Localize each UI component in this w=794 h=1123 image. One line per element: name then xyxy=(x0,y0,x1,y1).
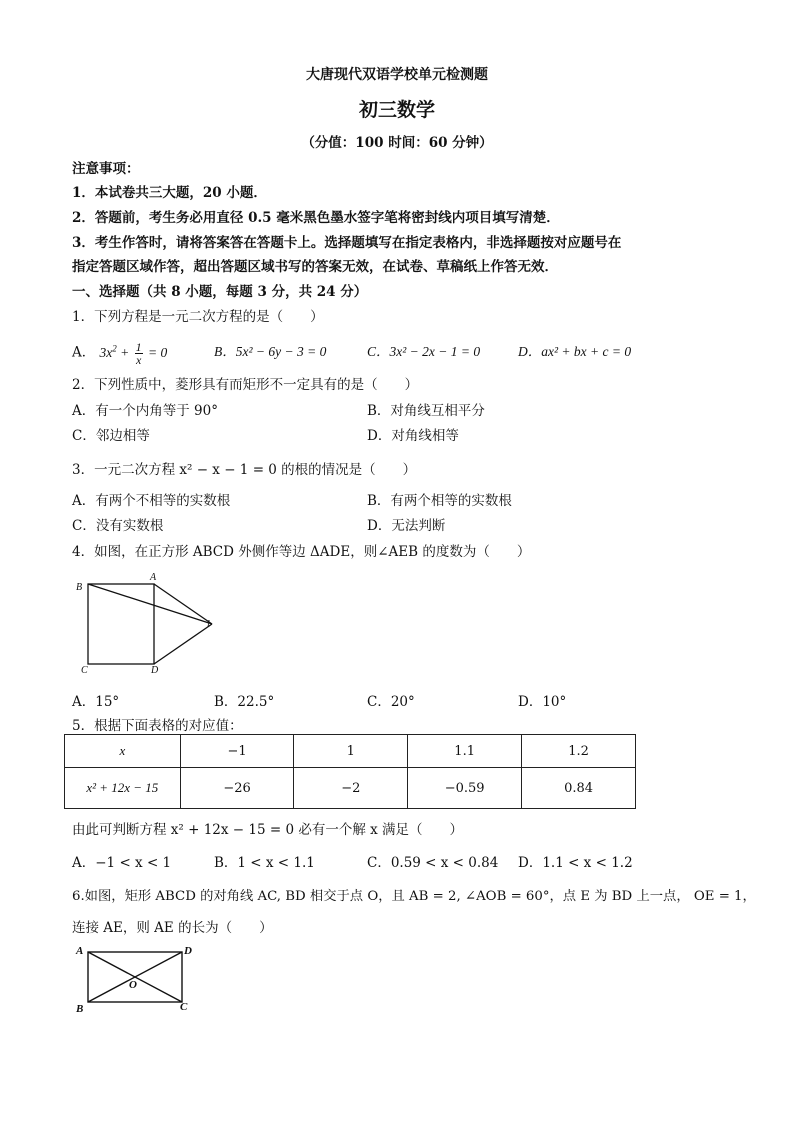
q1-option-a-label: A． xyxy=(72,344,96,361)
q4-label-b: B xyxy=(76,582,83,593)
q1-option-c: C．3x² − 2x − 1 = 0 xyxy=(367,344,481,359)
table-cell: −26 xyxy=(180,768,294,809)
subject-title: 初三数学 xyxy=(358,99,435,121)
q2-option-c: C．邻边相等 xyxy=(72,428,150,444)
q4-label-a: A xyxy=(150,572,157,583)
q4-label-d: D xyxy=(151,665,159,674)
q4-square-figure xyxy=(72,570,222,674)
q5-option-d: D．1.1 < x < 1.2 xyxy=(518,855,633,871)
q1-option-a-formula: $3x^2$ + $\frac{1}{x}$ = 0 xyxy=(99,339,168,367)
q1-stem: 1．下列方程是一元二次方程的是（ ） xyxy=(72,309,324,325)
table-cell: 1.2 xyxy=(522,735,636,768)
q3-stem: 3．一元二次方程 x² − x − 1 = 0 的根的情况是（ ） xyxy=(72,462,417,478)
q3-option-a: A．有两个不相等的实数根 xyxy=(72,493,231,509)
notice-item-3a: 3．考生作答时，请将答案答在答题卡上。选择题填写在指定表格内，非选择题按对应题号在 xyxy=(72,235,622,251)
q5-stem: 5．根据下面表格的对应值： xyxy=(72,718,243,734)
q4-stem: 4．如图，在正方形 ABCD 外侧作等边 ΔADE，则∠AEB 的度数为（ ） xyxy=(72,544,531,560)
school-title: 大唐现代双语学校单元检测题 xyxy=(306,67,488,83)
score-time: （分值：100 时间：60 分钟） xyxy=(301,135,493,151)
q3-option-c: C．没有实数根 xyxy=(72,518,164,534)
q1-option-a xyxy=(72,331,167,365)
q4-label-e: l xyxy=(207,619,210,630)
table-cell: −2 xyxy=(294,768,408,809)
q6-stem-a: 6.如图，矩形 ABCD 的对角线 AC, BD 相交于点 O，且 AB = 2, ∠AOB = 60°，点 E 为 BD 上一点， OE = 1， xyxy=(72,889,756,904)
q3-option-b: B．有两个相等的实数根 xyxy=(367,493,512,509)
notice-item-1: 1．本试卷共三大题，20 小题． xyxy=(72,185,267,201)
q6-rectangle-figure xyxy=(72,940,202,1016)
q2-option-d: D．对角线相等 xyxy=(367,428,459,444)
table-cell: 0.84 xyxy=(522,768,636,809)
q4-label-c: C xyxy=(81,665,88,674)
table-cell: −1 xyxy=(180,735,294,768)
q2-option-b: B．对角线互相平分 xyxy=(367,403,485,419)
q4-option-b: B．22.5° xyxy=(214,694,275,710)
q6-stem-b: 连接 AE，则 AE 的长为（ ） xyxy=(72,920,273,936)
q6-label-d: D xyxy=(184,945,192,957)
q5-option-b: B．1 < x < 1.1 xyxy=(214,855,315,871)
table-cell: 1 xyxy=(294,735,408,768)
notice-item-2: 2．答题前，考生务必用直径 0.5 毫米黑色墨水签字笔将密封线内项目填写清楚． xyxy=(72,210,560,226)
q6-label-a: A xyxy=(76,945,84,957)
q3-option-d: D．无法判断 xyxy=(367,518,446,534)
table-cell: 1.1 xyxy=(408,735,522,768)
q2-option-a: A．有一个内角等于 90° xyxy=(72,403,218,419)
section-title: 一、选择题（共 8 小题，每题 3 分，共 24 分） xyxy=(72,284,368,300)
q5-option-a: A．−1 < x < 1 xyxy=(72,855,172,871)
q1-option-b: B．5x² − 6y − 3 = 0 xyxy=(214,344,327,359)
table-row xyxy=(65,768,636,809)
q4-option-c: C．20° xyxy=(367,694,415,710)
q6-label-c: C xyxy=(180,1001,188,1013)
notice-item-3b: 指定答题区域作答，超出答题区域书写的答案无效，在试卷、草稿纸上作答无效． xyxy=(72,259,558,275)
q2-stem: 2．下列性质中，菱形具有而矩形不一定具有的是（ ） xyxy=(72,377,419,393)
q5-follow: 由此可判断方程 x² + 12x − 15 = 0 必有一个解 x 满足（ ） xyxy=(72,822,464,838)
q5-option-c: C．0.59 < x < 0.84 xyxy=(367,855,499,871)
q5-value-table xyxy=(64,734,636,809)
q6-label-b: B xyxy=(76,1003,84,1015)
table-cell: −0.59 xyxy=(408,768,522,809)
q4-option-a: A．15° xyxy=(72,694,120,710)
notice-title: 注意事项： xyxy=(72,161,140,177)
q4-option-d: D．10° xyxy=(518,694,567,710)
q6-label-o: O xyxy=(129,979,137,991)
table-row xyxy=(65,735,636,768)
table-cell: x xyxy=(65,735,181,768)
q1-option-d: D．ax² + bx + c = 0 xyxy=(518,344,632,359)
table-cell: x² + 12x − 15 xyxy=(65,768,181,809)
